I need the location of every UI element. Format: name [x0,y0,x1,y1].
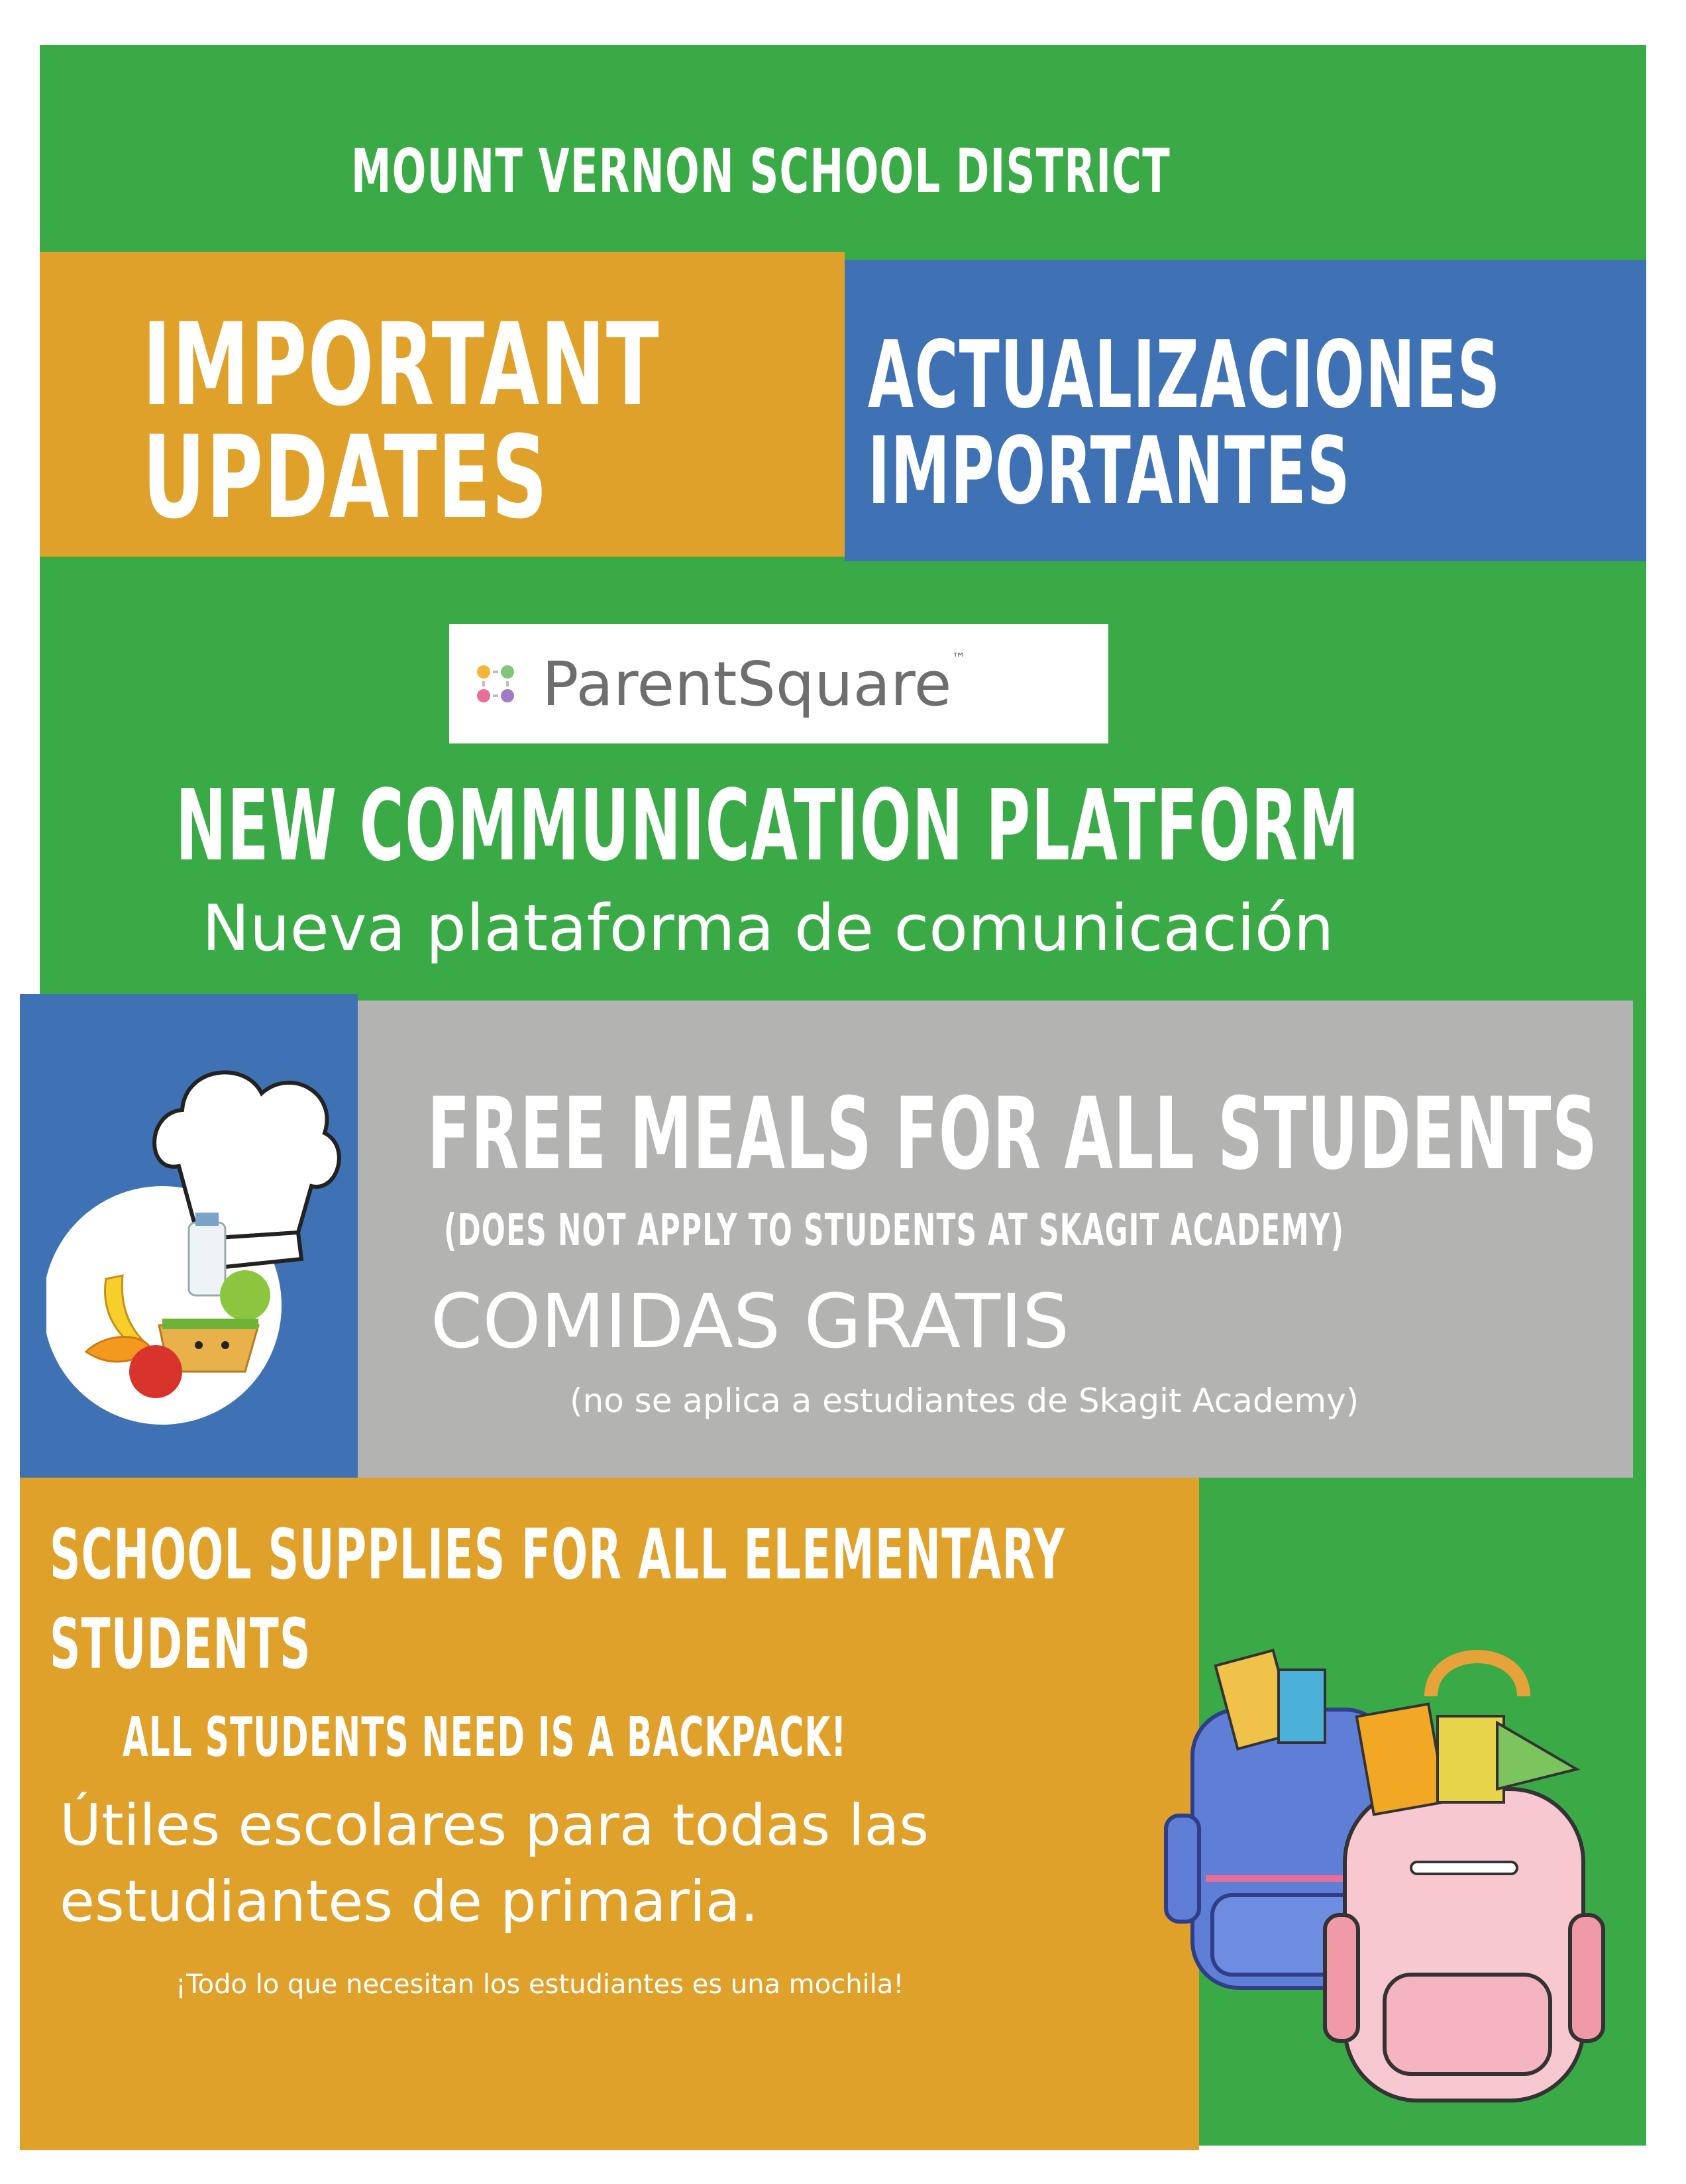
meals-icon [46,1040,351,1464]
backpacks-illustration [1126,1617,1616,2120]
green-apple-icon [220,1270,270,1321]
important-updates-line2: UPDATES [142,411,549,544]
parentsquare-logo [449,624,1108,743]
supplies-title-en-line1: SCHOOL SUPPLIES FOR ALL ELEMENTARY [50,1514,1065,1595]
platform-title-es: Nueva plataforma de comunicación [202,891,1334,965]
parentsquare-trademark: ™ [951,651,967,667]
pink-backpack-icon [1325,1657,1603,2101]
meals-note-es: (no se aplica a estudiantes de Skagit Academy) [570,1382,1359,1420]
parentsquare-logo-icon [476,664,515,704]
important-updates-line1: IMPORTANT [142,298,660,431]
meals-title-en: FREE MEALS FOR ALL STUDENTS [427,1077,1599,1192]
supplies-title-es-line2: estudiantes de primaria. [60,1869,759,1935]
red-apple-icon [129,1345,182,1398]
supplies-note-es: ¡Todo lo que necesitan los estudiantes es una mochila! [176,1969,904,2000]
milk-bottle-icon [189,1213,225,1295]
actualizaciones-line1: ACTUALIZACIONES [868,321,1501,429]
district-title: MOUNT VERNON SCHOOL DISTRICT [351,136,1171,207]
supplies-title-en-line2: STUDENTS [50,1604,311,1684]
parentsquare-logo-text: ParentSquare [542,648,952,720]
supplies-note-en: ALL STUDENTS NEED IS A BACKPACK! [123,1706,847,1769]
platform-title-en: NEW COMMUNICATION PLATFORM [176,769,1360,883]
meals-note-en: (DOES NOT APPLY TO STUDENTS AT SKAGIT ACADEMY) [444,1205,1345,1256]
supplies-title-es-line1: Útiles escolares para todas las [60,1792,929,1859]
actualizaciones-line2: IMPORTANTES [868,417,1351,525]
meals-title-es: COMIDAS GRATIS [431,1279,1070,1365]
